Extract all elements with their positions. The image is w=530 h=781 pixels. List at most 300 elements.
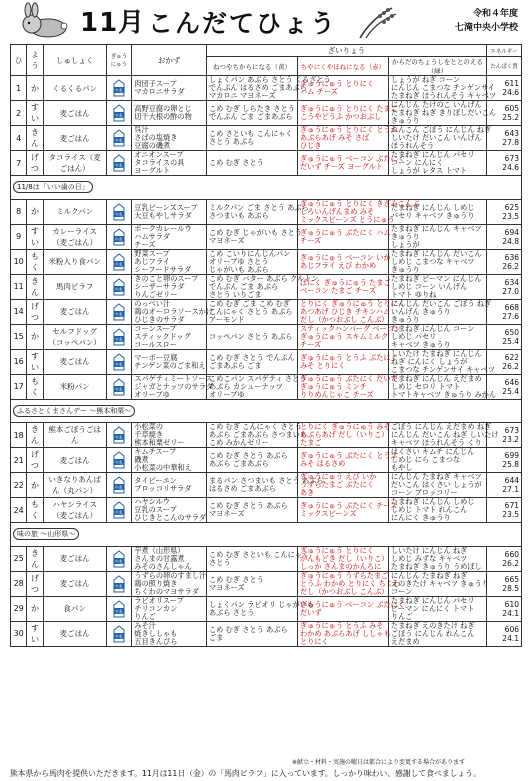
weekday-cell: げつ [27, 299, 43, 324]
dish-cell [132, 373, 214, 399]
ingredient-line: にんじん たまねぎ ねぎ [390, 570, 468, 580]
menu-row [11, 224, 522, 249]
staple-cell: 麦ごはん [43, 448, 106, 473]
ingredient-line: ぎゅうにゅう スキムミルク [299, 331, 389, 341]
energy-foods-cell [206, 571, 297, 596]
ingredient-line: りんごゼリー [134, 289, 178, 299]
menu-row [11, 596, 522, 621]
ingredient-line: タイピーエン [134, 476, 177, 486]
nutrition-cell [486, 448, 521, 473]
day-cell: 30 [11, 621, 27, 646]
ingredient-line: こめこパン スパゲティ さとう [208, 373, 307, 383]
ingredient-line: 小松菜の中華和え [134, 463, 192, 473]
menu-row [11, 151, 522, 176]
milk-cell [106, 621, 132, 646]
ingredient-line: こめ むぎ じゃがいも さとう [208, 227, 303, 237]
day-cell: 2 [11, 101, 27, 126]
body-building-foods-cell [297, 373, 398, 399]
ingredient-line: 豆乳のスープ [134, 505, 177, 515]
energy-foods-cell [206, 324, 297, 349]
ingredient-line: きのこと卵のスープ [134, 273, 199, 283]
ingredient-line: みそのさんしゃん [134, 561, 192, 571]
ingredient-line: マカロニサラダ [134, 87, 185, 96]
menu-row [11, 299, 522, 324]
ingredient-line: オリーブゆ [208, 389, 245, 399]
svg-text:牛乳: 牛乳 [114, 286, 123, 292]
ingredient-line: 鶏の照り焼き [134, 578, 178, 588]
weekday-cell: きん [27, 126, 43, 151]
energy-value: 634 [504, 277, 519, 287]
ingredient-line: ブロッコリサラダ [134, 484, 192, 494]
menu-row [11, 374, 522, 399]
ingredient-line: トマトキャベツ きゅうり みかん [390, 389, 497, 399]
ingredient-line: あじフライ [134, 256, 171, 266]
ingredient-line: チリコンカン [134, 603, 178, 613]
protein-value: 27.6 [502, 311, 519, 321]
energy-value: 646 [504, 377, 519, 387]
menu-row [11, 571, 522, 596]
ingredient-line: シーフードサラダ [134, 264, 192, 274]
body-building-foods-cell [297, 198, 420, 224]
milk-carton-icon [111, 600, 127, 618]
weekday-cell: きん [27, 274, 43, 299]
ingredient-line: たまねぎ にんじん コーン [390, 323, 475, 333]
ingredient-line: しょくパン あぶら さとう くろざとう [208, 75, 331, 84]
regulating-foods-cell [388, 422, 499, 448]
menu-body [11, 76, 522, 647]
ingredient-line: さばの塩焼き [134, 133, 178, 142]
ingredient-line: コーン にんにく [390, 158, 444, 167]
ingredient-line: みそ汁 [134, 620, 156, 630]
milk-cell [106, 448, 132, 473]
energy-foods-cell [206, 199, 309, 224]
ingredient-line: オリーブゆ [134, 389, 170, 399]
weekday-cell: げつ [27, 571, 43, 596]
milk-cell [106, 324, 132, 349]
ingredient-line: えだまめ [390, 636, 420, 646]
ingredient-line: さとう [208, 557, 231, 567]
regulating-foods-cell [388, 546, 486, 571]
ingredient-line: ぎゅうにゅう ベーコン ぶたにく [299, 599, 405, 609]
svg-text:牛乳: 牛乳 [114, 138, 123, 143]
staple-cell: 麦ごはん [43, 299, 106, 324]
regulating-foods-cell [388, 498, 486, 523]
milk-carton-icon [111, 451, 127, 469]
ingredient-line: わかめ あぶらあげ ししゃも [299, 628, 391, 638]
milk-carton-icon [111, 79, 127, 97]
ingredient-line: しろいんげんまめ みそ [299, 206, 375, 216]
regulating-foods-cell [388, 448, 486, 473]
day-cell: 14 [11, 299, 27, 324]
energy-value: 606 [504, 624, 519, 634]
ingredient-line: にんじん たまねぎ キャベツ [390, 472, 482, 482]
dish-cell [132, 498, 207, 523]
ingredient-line: あぶら カシューナッツ [208, 381, 283, 391]
svg-text:牛乳: 牛乳 [114, 608, 123, 614]
ingredient-line: ひじきとこんのサラダ [134, 513, 207, 523]
ingredient-line: こめ みかんゼリー [208, 438, 269, 448]
milk-cell [106, 101, 132, 126]
milk-cell [106, 374, 132, 399]
dish-cell [132, 423, 207, 448]
ingredient-line: しょくパン ラビオリ じゃがいも [208, 599, 315, 609]
ingredient-line: コールスロー [134, 339, 178, 349]
body-building-foods-cell [297, 274, 391, 299]
change-note: ※献立・材料・実施の曜日は都合により変更する場合があります [292, 759, 466, 766]
weekday-cell: か [27, 596, 43, 621]
ingredient-line: きゅうり [390, 231, 420, 241]
ingredient-line: しめじ トマト れんこん [390, 505, 468, 515]
body-building-foods-cell [297, 448, 398, 473]
dish-cell [132, 199, 207, 224]
ingredient-line: だし（かつおぶし こんぶ） [299, 586, 389, 596]
ingredient-line: チーズ [299, 339, 322, 349]
ingredient-line: キャベツ きゅうり [390, 339, 451, 349]
weekday-cell: もく [27, 498, 43, 523]
svg-text:牛乳: 牛乳 [114, 163, 123, 168]
ingredient-line: ジャガとナッツのサラダ [134, 381, 214, 391]
ingredient-line: さとう あぶら [208, 137, 255, 146]
dish-cell [132, 249, 207, 274]
ingredient-line: とりにく [299, 636, 329, 646]
energy-value: 636 [504, 252, 519, 262]
ingredient-line: あぶらあげ みそ さば [299, 133, 370, 142]
ingredient-line: ぎゅうにゅう うずらたまご [299, 570, 389, 580]
body-building-foods-cell [297, 620, 391, 646]
ingredient-line: とうふ わかめ とりにく ちくわ [299, 578, 401, 588]
ingredient-line: しいたけ にんじん ねぎ [390, 545, 468, 555]
ingredient-line: ぎゅうにゅう とうふ みそ [299, 620, 384, 630]
svg-text:牛乳: 牛乳 [114, 558, 123, 564]
day-cell: 28 [11, 571, 27, 596]
ingredient-line: さつまいも あぶら [208, 210, 269, 220]
staple-cell: 馬肉ピラフ [43, 274, 106, 299]
milk-cell [106, 199, 132, 224]
ingredient-line: ピーマン にんにく トマト [390, 603, 475, 613]
protein-value: 27.1 [502, 485, 519, 495]
ingredient-line: でんぷん はるさめ ごまあぶら [208, 83, 307, 92]
dish-cell [132, 76, 207, 101]
ingredient-line: ひじきのサラダ [134, 314, 185, 324]
ingredient-line: さんまの甘露煮 [134, 553, 185, 563]
day-cell: 16 [11, 349, 27, 374]
energy-value: 660 [504, 549, 519, 559]
ingredient-line: だいこん はくさい しょうが [390, 480, 482, 490]
ingredient-line: たまねぎ ピーマン にんじん [390, 273, 482, 283]
energy-foods-cell [206, 101, 297, 126]
day-cell: 18 [11, 423, 27, 448]
ingredient-line: でんぷん ごま ごまあぶら [208, 112, 293, 121]
staple-cell: 米粉パン [43, 374, 106, 399]
body-building-foods-cell [297, 101, 398, 126]
staple-cell: カレーライス（麦ごはん） [43, 224, 106, 249]
milk-carton-icon [111, 575, 127, 593]
regulating-foods-cell [388, 621, 486, 646]
nutrition-cell [486, 596, 521, 621]
ingredient-line: こめ むぎ さといも こんにゃく [208, 549, 310, 559]
ingredient-line: しめじ にら こまつな [390, 455, 461, 465]
ingredient-line: しめじ パセリ [390, 331, 437, 341]
ingredient-line: 小松菜の [134, 422, 164, 432]
svg-text:牛乳: 牛乳 [114, 361, 123, 367]
milk-carton-icon [111, 550, 127, 568]
milk-carton-icon [111, 303, 127, 321]
day-cell: 1 [11, 76, 27, 101]
ingredient-line: こめ むぎ さとう あぶら [208, 624, 288, 634]
ingredient-line: りんご [134, 611, 156, 621]
event-label: 味の旅 ～山形県～ [13, 528, 79, 540]
staple-cell: いきなりあんぱん（丸パン） [43, 473, 106, 498]
dish-cell [132, 298, 214, 324]
ingredient-line: 切干大根の酢の物 [134, 112, 192, 121]
energy-value: 611 [504, 79, 519, 88]
ingredient-line: とりにく ぎゅうにゅう みそ [299, 422, 391, 432]
ingredient-line: あき [299, 488, 315, 498]
ingredient-line: マヨネーズ [208, 235, 245, 245]
staple-cell: 食パン [43, 596, 106, 621]
ingredient-line: ポークカレールウ [134, 223, 192, 233]
ingredient-line: にんじん だいこん ねぎ しいたけ [390, 430, 499, 440]
menu-row [11, 473, 522, 498]
dish-cell [132, 546, 207, 571]
ingredient-line: ひじき [299, 141, 322, 150]
ingredient-line: ぎゅうにゅう えび いか [299, 472, 377, 482]
ingredient-line: こまつな チンゲンサイ キャベツ [390, 364, 495, 374]
energy-value: 673 [504, 426, 519, 436]
menu-row [11, 199, 522, 224]
milk-cell [106, 571, 132, 596]
protein-value: 27.0 [502, 286, 519, 296]
col-dish: おかず [132, 45, 207, 76]
ingredient-line: ほうれんそう [390, 141, 435, 150]
ingredient-line: たまねぎ にんじん パセリ [390, 595, 475, 605]
ingredient-line: こめ むぎ さとう でんぷん [208, 352, 295, 362]
energy-foods-cell [206, 498, 297, 523]
ingredient-line: コーン [390, 586, 413, 596]
protein-value: 25.4 [502, 336, 519, 346]
milk-carton-icon [111, 154, 127, 172]
menu-row [11, 126, 522, 151]
ingredient-line: うずらたまご ぶたにく [299, 480, 375, 490]
ingredient-line: あぶら ごまあぶら [208, 459, 269, 469]
energy-value: 665 [504, 574, 519, 584]
ingredient-line: トマト ゆりね [390, 289, 437, 299]
body-building-foods-cell [297, 125, 398, 151]
nutrition-cell [486, 324, 521, 349]
ingredient-line: しっか さんまのかんろに [299, 561, 382, 571]
ingredient-line: しめじ セロリ トマト [390, 381, 461, 391]
ingredient-line: ミルクパン ごま さとう あぶら [208, 202, 309, 212]
svg-text:牛乳: 牛乳 [114, 386, 123, 392]
body-building-foods-cell [297, 323, 402, 349]
energy-foods-cell [206, 422, 307, 448]
energy-value: 673 [504, 154, 519, 163]
dish-cell [132, 349, 207, 374]
body-building-foods-cell [297, 249, 391, 274]
ingredient-line: ぎゅうにゅう ぶたにく だいず [299, 373, 398, 383]
ingredient-line: でんぷん ごま あぶら [208, 281, 279, 291]
ingredient-line: ぎゅうにゅう ぶたにく とうふ [299, 451, 398, 461]
ingredient-line: ハムサラダ [134, 231, 171, 241]
ingredient-line: ぎゅうにゅう とりにく きざみこんぶ [299, 198, 420, 208]
ingredient-line: みそ はるさめ [299, 459, 346, 469]
month-title: 11月 [80, 8, 146, 38]
svg-text:牛乳: 牛乳 [114, 211, 123, 217]
ingredient-line: こめ むぎ バター あぶら クルトン [208, 273, 319, 283]
ingredient-line: キムチスープ [134, 447, 177, 457]
weekday-cell: か [27, 199, 43, 224]
ingredient-line: マヨネーズ [208, 582, 245, 592]
event-label: ふるさとくまさんデー ～熊本和栗～ [13, 405, 135, 417]
menu-row [11, 274, 522, 299]
ingredient-line: こうやどうふ かつおぶし [299, 112, 382, 121]
milk-cell [106, 249, 132, 274]
nutrition-cell [486, 199, 521, 224]
svg-text:牛乳: 牛乳 [114, 113, 123, 118]
ingredient-line: あつあげ ひじき チキンハム [299, 306, 391, 316]
milk-carton-icon [111, 253, 127, 271]
weekday-cell: げつ [27, 448, 43, 473]
protein-value: 25.2 [502, 113, 519, 122]
energy-foods-cell [206, 273, 319, 299]
staple-cell: 麦ごはん [43, 571, 106, 596]
dish-cell [132, 324, 207, 349]
ingredient-line: ヨーグルト [134, 166, 171, 175]
ingredient-line: たまねぎ きゅうり うめぼし [390, 561, 482, 571]
day-cell: 21 [11, 448, 27, 473]
school-year: 令和４年度 [472, 9, 518, 19]
regulating-foods-cell [388, 224, 486, 249]
ingredient-line: コーン ブロッコリー [390, 488, 458, 498]
ingredient-line: こめ むぎ ごま こめ むぎ [208, 298, 290, 308]
regulating-foods-cell [388, 199, 486, 224]
ingredient-line: ごまあぶら ごま [208, 360, 262, 370]
ingredient-line: たまご [299, 438, 322, 448]
ingredient-line: ミックスビーンズ とうにゅう [299, 214, 395, 224]
milk-carton-icon [111, 203, 127, 221]
energy-value: 622 [504, 352, 519, 362]
ingredient-line: しいたけ だいこん いんげん [390, 133, 482, 142]
weekday-cell: か [27, 76, 43, 101]
energy-value: 668 [504, 302, 519, 312]
staple-cell: 麦ごはん [43, 349, 106, 374]
event-label: 11/8は「いい歯の日」 [13, 181, 93, 193]
regulating-foods-cell [388, 324, 486, 349]
col-protein: たんぱく質 [486, 57, 521, 76]
ingredient-line: たまねぎ にんじん しめじ [390, 497, 475, 507]
svg-text:牛乳: 牛乳 [114, 261, 123, 267]
ingredient-line: オリーブゆ さとう [208, 256, 269, 266]
weekday-cell: すい [27, 349, 43, 374]
col-dow: よう [27, 45, 43, 76]
day-cell: 11 [11, 274, 27, 299]
ingredient-line: ぎゅうにゅう ベーコン いか [299, 252, 391, 262]
nutrition-cell [486, 126, 521, 151]
ingredient-line: 鶏のオーロラソースかけ [134, 306, 214, 316]
ingredient-line: しょうが ねぎ コーン [390, 75, 461, 84]
ingredient-line: シーザーサラダ [134, 281, 185, 291]
milk-carton-icon [111, 476, 127, 494]
ingredient-line: こんにゃく さとう あぶら [208, 306, 293, 316]
ingredient-line: 大豆もやしサラダ [134, 210, 192, 220]
nutrition-cell [486, 498, 521, 523]
nutrition-cell [486, 571, 521, 596]
milk-cell [106, 546, 132, 571]
svg-text:牛乳: 牛乳 [114, 336, 123, 342]
regulating-foods-cell [388, 473, 486, 498]
energy-foods-cell [206, 151, 297, 176]
weekday-cell: もく [27, 249, 43, 274]
body-building-foods-cell [297, 546, 388, 571]
footer-message: 熊本県から馬肉を提供いただきます。11月は11日（金）の「馬肉ピラフ」に入っています。しっかり味わい、感謝して食べましょう。 [10, 769, 481, 778]
regulating-foods-cell [388, 570, 489, 596]
ingredient-line: チンゲン菜のごま和え [134, 360, 206, 370]
menu-row [11, 349, 522, 374]
ingredient-line: ぎゅうにゅう ぶたにく ハム [299, 227, 391, 237]
menu-row [11, 546, 522, 571]
milk-cell [106, 473, 132, 498]
ingredient-line: れんこん ごぼう にんじん ねぎ [390, 125, 492, 134]
energy-foods-cell [206, 373, 307, 399]
energy-foods-cell [206, 224, 303, 249]
school-name: 七滝中央小学校 [454, 23, 518, 33]
weekday-cell: か [27, 324, 43, 349]
milk-cell [106, 76, 132, 101]
dish-cell [132, 224, 207, 249]
rice-plant-icon [352, 4, 402, 40]
body-building-foods-cell [297, 76, 388, 101]
weekday-cell: すい [27, 224, 43, 249]
nutrition-cell [486, 299, 521, 324]
ingredient-line: にんにく きゅうり [390, 513, 451, 523]
ingredient-line: にんじん だいこん ごぼう ねぎ [390, 298, 492, 308]
ingredient-line: たまねぎ ねぎ きりぼしだいこん [390, 108, 497, 117]
weekday-cell: げつ [27, 151, 43, 176]
col-day: ひ [11, 45, 27, 76]
ingredient-line: 熊本和栗ゼリー [134, 438, 185, 448]
body-building-foods-cell [297, 498, 398, 523]
menu-row [11, 324, 522, 349]
dish-cell [132, 448, 207, 473]
energy-value: 644 [504, 476, 519, 486]
ingredient-line: パセリ キャベツ きゅうり [390, 210, 475, 220]
regulating-foods-cell [388, 596, 486, 621]
nutrition-cell [486, 151, 521, 176]
dish-cell [132, 274, 207, 299]
protein-value: 23.5 [502, 510, 519, 520]
regulating-foods-cell [388, 125, 492, 151]
staple-cell: 熊本ごぼうごはん [43, 423, 106, 448]
ingredient-line: だいず チーズ ヨーグルト [299, 162, 383, 171]
col-energy: エネルギー [486, 45, 521, 57]
ingredient-line: コーンスープ [134, 323, 177, 333]
staple-cell: タコライス（麦ごはん） [43, 151, 106, 176]
milk-carton-icon [111, 426, 127, 444]
ingredient-line: たまねぎ にんじん えだまめ [390, 373, 482, 383]
ingredient-line: ベーコン たまご チーズ [299, 285, 377, 295]
milk-cell [106, 274, 132, 299]
ingredient-line: スティックハンバーグ ベーコン [299, 323, 402, 333]
col-green: からだのちょうしをととのえる（緑） [388, 57, 486, 76]
ingredient-line: ラビオリスープ [134, 595, 184, 605]
protein-value: 24.6 [502, 163, 519, 172]
event-banner-row [11, 176, 522, 200]
energy-value: 694 [504, 227, 519, 237]
day-cell: 9 [11, 224, 27, 249]
ingredient-line: きゅうり [390, 264, 420, 274]
dish-cell [132, 101, 207, 126]
protein-value: 23.5 [502, 211, 519, 221]
